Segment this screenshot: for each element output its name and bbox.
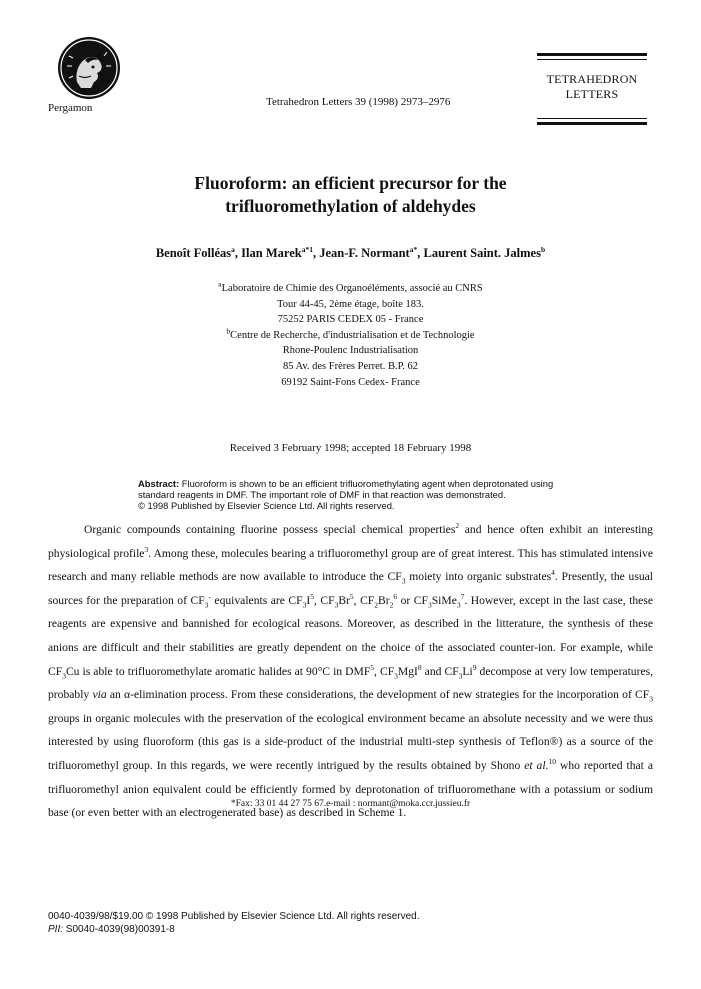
author-mark: b <box>540 244 546 254</box>
abstract-copyright: © 1998 Published by Elsevier Science Ltd. All rights reserved. <box>138 500 395 511</box>
abstract <box>138 478 578 511</box>
affiliation-text: 85 Av. des Frères Perret. B.P. 62 <box>282 360 419 372</box>
affiliation-line <box>0 281 701 297</box>
affiliation-mark: b <box>226 326 231 336</box>
header-rule-bottom <box>537 122 647 125</box>
publisher-logo <box>57 36 121 100</box>
affiliation-line <box>0 375 701 391</box>
pii-value: S0040-4039(98)00391-8 <box>65 923 175 935</box>
affiliation-line <box>0 343 701 359</box>
affiliation-line <box>0 297 701 313</box>
author-mark: a*1 <box>301 244 313 254</box>
affiliation-text: Centre de Recherche, d'industrialisation et de Technologie <box>230 329 475 341</box>
article-title <box>0 172 701 218</box>
abstract-line-1: Fluoroform is shown to be an efficient trifluoromethylating agent when deprotonated using <box>181 478 554 489</box>
journal-name-line2: LETTERS <box>565 87 619 101</box>
affiliation-text: 69192 Saint-Fons Cedex- France <box>281 376 420 388</box>
affiliation-mark: a <box>218 279 222 289</box>
pii-label: PII: <box>48 923 64 935</box>
title-line-1: Fluoroform: an efficient precursor for the <box>194 173 507 193</box>
fax-footnote: *Fax: 33 01 44 27 75 67.e-mail : normant@moka.ccr.jussieu.fr <box>230 799 471 809</box>
affiliation-text: Laboratoire de Chimie des Organoéléments, associé au CNRS <box>221 283 483 294</box>
affiliation-line <box>0 359 701 375</box>
affiliation-text: Rhone-Poulenc Industrialisation <box>282 345 419 357</box>
header-rule-top <box>537 53 647 56</box>
footer-copyright: 0040-4039/98/$19.00 © 1998 Published by Elsevier Science Ltd. All rights reserved. <box>48 911 420 922</box>
header-rule-bottom-thin <box>537 118 647 119</box>
abstract-line-2: standard reagents in DMF. The important role of DMF in that reaction was demonstrated. <box>138 489 506 500</box>
header-rule-top-thin <box>537 59 647 60</box>
author-name: Jean-F. Normant <box>319 246 410 260</box>
affiliation-line <box>0 328 701 344</box>
author-mark: a <box>231 244 235 254</box>
received-dates: Received 3 February 1998; accepted 18 February 1998 <box>229 442 472 454</box>
affiliation-line <box>0 312 701 328</box>
author-list: Benoît Folléas$^a$, Ilan Marek$^{a*1}$, Jean-F. Normant$^{a*}$, Laurent Saint. Jalmes$^b$ <box>155 244 546 260</box>
footer-pii <box>48 924 420 937</box>
publisher-name: Pergamon <box>48 102 93 114</box>
title-line-2: trifluoromethylation of aldehydes <box>225 196 476 216</box>
affiliations <box>0 281 701 390</box>
page-footer <box>48 911 420 936</box>
author-name: Ilan Marek <box>241 246 302 260</box>
author-mark: a* <box>409 244 418 254</box>
body-text <box>48 518 653 825</box>
affiliation-text: Tour 44-45, 2ème étage, boîte 183. <box>277 298 424 310</box>
journal-reference: Tetrahedron Letters 39 (1998) 2973–2976 <box>266 96 451 108</box>
author-name: Laurent Saint. Jalmes <box>423 246 541 260</box>
body-paragraph: Organic compounds containing fluorine possess special chemical properties$^2$ and hence often exhibit an interesting physiological profile$^3$. Among these, molecules bearing a trifluoromethyl group are of great interest. This has stimulated intensive research and many reliable methods are now available to introduce the $CF_3$ moiety into organic substrates$^4$. Presently, the usual sources for the preparation of $CF_3^-$ equivalents are $CF_3I^5$, $CF_3Br^5$, $CF_2Br_2^6$ or $CF_3SiMe_3^7$. However, except in the last case, these reagents are expensive and bannished for ecological reasons. Moreover, as described in the litterature, the synthesis of these anions are difficult and their stabilities are greatly dependent on the choice of the associated counter-ion. For example, while $CF_3Cu$ is able to trifluoromethylate aromatic halides at 90°C in DMF$^5$, $CF_3MgI^8$ and $CF_3Li^9$ decompose at very low temperatures, probably via an α-elimination process. From these considerations, the development of new strategies for the incorporation of $CF_3$ groups in organic molecules with the preservation of the ecological environment became an absolute necessity and we were thus interested by using fluoroform (this gas is a side-product of the industrial multi-step synthesis of Teflon®) as a source of the trifluoromethyl group. In this regards, we were recently intrigued by the results obtained by Shono et al.$^{10}$ who reported that a trifluoromethyl anion equivalent could be efficiently formed by deprotonation of trifluoromethane with a potassium or sodium base (or even better with an electrogenerated base) as described in Scheme 1. <box>48 521 654 820</box>
journal-name-line1: TETRAHEDRON <box>546 72 638 86</box>
author-name: Benoît Folléas <box>155 246 232 260</box>
affiliation-text: 75252 PARIS CEDEX 05 - France <box>277 314 424 326</box>
abstract-label: Abstract: <box>138 478 180 489</box>
